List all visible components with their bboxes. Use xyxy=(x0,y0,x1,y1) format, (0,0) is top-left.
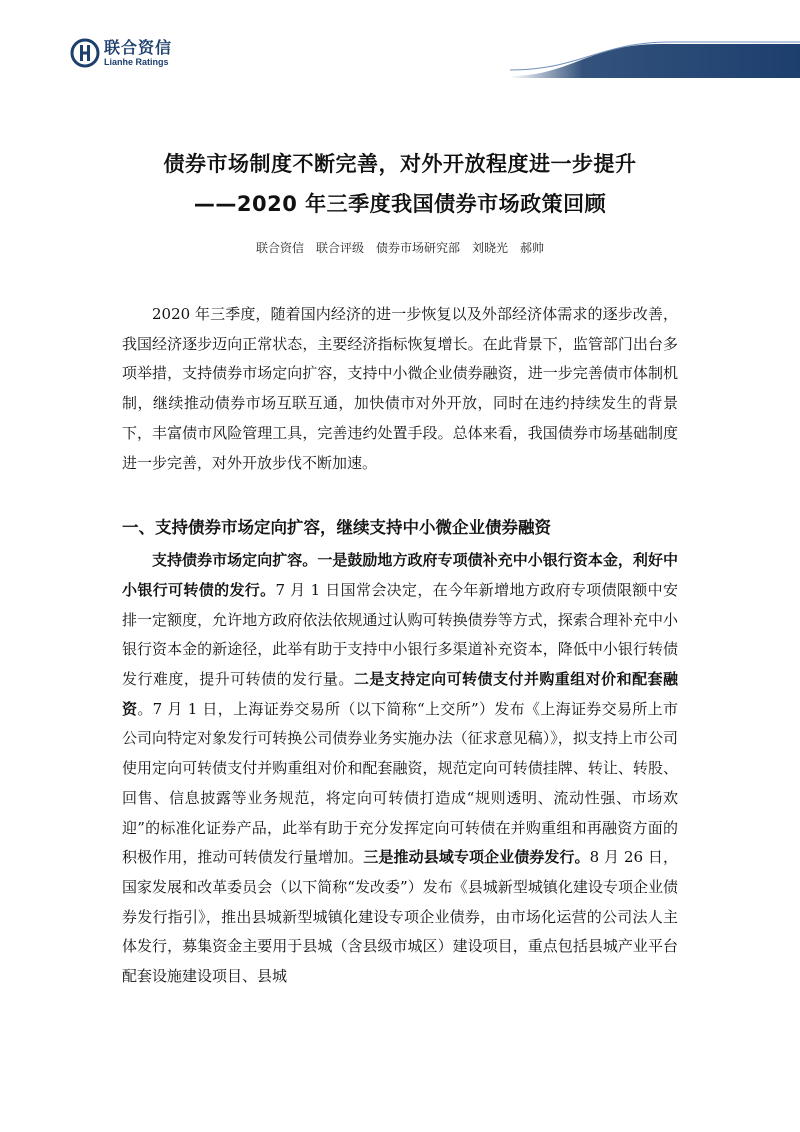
body-text: 。7 月 1 日，上海证券交易所（以下简称“上交所”）发布《上海证券交易所上市公司向特定对象发行可转换公司债券业务实施办法（征求意见稿）》，拟支持上市公司使用定向可转债支付并购重组对价和配套融资，规范定向可转债挂牌、转让、转股、回售、信息披露等业务规范，将定向可转债打造成“规则透明、流动性强、市场欢迎”的标准化证券产品，此举有助于充分发挥定向可转债在并购重组和再融资方面的积极作用，推动可转债发行量增加。 xyxy=(122,699,678,867)
website-url[interactable]: www.lhratings.com xyxy=(619,90,728,105)
document-title: 债券市场制度不断完善，对外开放程度进一步提升 xyxy=(163,152,637,176)
logo-chinese-name: 联合资信 xyxy=(104,37,173,57)
section-heading: 一、支持债券市场定向扩容，继续支持中小微企业债券融资 xyxy=(122,518,551,538)
bold-lead: 支持债券市场定向扩容。一是鼓励地方政府专项债补充中小银行资本金，利好中小银行可转债的发行。 xyxy=(122,551,678,599)
lianhe-logo xyxy=(70,38,172,68)
intro-paragraph: 2020 年三季度，随着国内经济的进一步恢复以及外部经济体需求的逐步改善，我国经济逐步迈向正常状态，主要经济指标恢复增长。在此背景下，监管部门出台多项举措，支持债券市场定向扩容，支持中小微企业债券融资，进一步完善债市体制机制，继续推动债券市场互联互通，加快债市对外开放，同时在违约持续发生的背景下，丰富债市风险管理工具，完善违约处置手段。总体来看，我国债券市场基础制度进一步完善，对外开放步伐不断加速。 xyxy=(122,305,678,472)
document-body xyxy=(122,300,678,992)
section-paragraph xyxy=(122,546,678,992)
header-banner xyxy=(510,40,800,105)
bold-point-three: 三是推动县域专项企业债券发行。 xyxy=(363,848,590,867)
body-text: 7 月 1 日国常会决定，在今年新增地方政府专项债限额中安排一定额度，允许地方政府依法依规通过认购可转换债券等方式，探索合理补充中小银行资本金的新途径，此举有助于支持中小银行多渠道补充资本，降低中小银行转债发行难度，提升可转债的发行量。 xyxy=(122,580,678,689)
page-header xyxy=(0,0,800,105)
author-line: 联合资信 联合评级 债券市场研究部 刘晓光 郝帅 xyxy=(255,241,544,255)
body-text: 8 月 26 日，国家发展和改革委员会（以下简称“发改委”）发布《县城新型城镇化建设专项企业债券发行指引》，推出县城新型城镇化建设专项企业债券，由市场化运营的公司法人主体发行，募集资金主要用于县城（含县级市城区）建设项目，重点包括县城产业平台配套设施建设项目、县城 xyxy=(122,848,678,986)
logo-english-name: Lianhe Ratings xyxy=(104,56,169,67)
document-subtitle: ——2020 年三季度我国债券市场政策回顾 xyxy=(193,192,607,216)
bold-point-two: 二是支持定向可转债支付并购重组对价和配套融资 xyxy=(122,670,678,718)
lianhe-logo-icon xyxy=(70,38,100,68)
